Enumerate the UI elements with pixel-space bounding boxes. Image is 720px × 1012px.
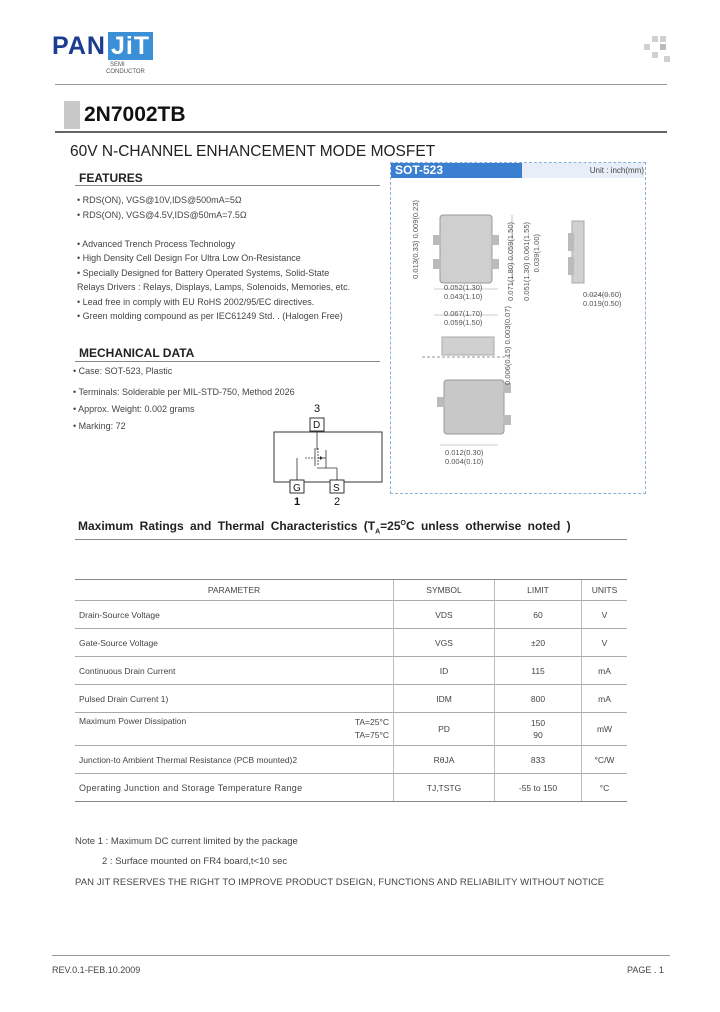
logo-subtitle xyxy=(106,62,145,76)
rights-notice: PAN JIT RESERVES THE RIGHT TO IMPROVE PRODUCT DSEIGN, FUNCTIONS AND RELIABILITY WITHOUT NOTICE xyxy=(75,877,605,888)
logo-sub-semi: SEMI xyxy=(110,62,125,68)
table-row xyxy=(75,774,627,802)
cell-limit: 150 90 xyxy=(495,713,582,746)
cell-units: °C xyxy=(582,774,628,802)
table-row xyxy=(75,629,627,657)
cell-parameter: Gate-Source Voltage xyxy=(75,629,394,657)
dim-label: 0.039(1.00) xyxy=(532,234,541,273)
footer-rule xyxy=(52,955,670,956)
cell-parameter: Drain-Source Voltage xyxy=(75,601,394,629)
cell-parameter xyxy=(75,713,394,746)
dim-label: 0.043(1.10) xyxy=(444,292,483,301)
dim-label: 0.059(1.50) xyxy=(444,318,483,327)
cell-symbol: RθJA xyxy=(394,746,495,774)
dim-label: 0.006(0.15) 0.003(0.07) xyxy=(503,306,512,385)
cell-parameter: Continuous Drain Current xyxy=(75,657,394,685)
table-row xyxy=(75,685,627,713)
ratings-heading: Maximum Ratings and Thermal Characteristics ($T_A=25^OC$ unless otherwise noted ) xyxy=(78,519,571,536)
cell-units: V xyxy=(582,601,628,629)
pin3-label: 3 xyxy=(314,403,321,415)
package-unit-text: Unit : inch(mm) xyxy=(589,166,644,175)
revision: REV.0.1-FEB.10.2009 xyxy=(52,965,141,975)
drain-label: D xyxy=(313,420,321,431)
cell-limit: 800 xyxy=(495,685,582,713)
cell-units: mA xyxy=(582,685,628,713)
note-2: 2 : Surface mounted on FR4 board,t<10 sec xyxy=(102,856,288,867)
table-header-row xyxy=(75,580,627,601)
logo-jit: JiT xyxy=(108,32,153,60)
dim-label: 0.067(1.70) xyxy=(444,309,483,318)
device-description: 60V N-CHANNEL ENHANCEMENT MODE MOSFET xyxy=(70,143,436,160)
dim-label: 0.004(0.10) xyxy=(445,457,484,466)
cell-symbol: ID xyxy=(394,657,495,685)
dim-label: 0.051(1.30) 0.061(1.55) xyxy=(522,222,531,301)
logo-pan: PAN xyxy=(52,32,106,60)
cell-symbol: TJ,TSTG xyxy=(394,774,495,802)
part-number-title: 2N7002TB xyxy=(84,103,186,126)
feature-item: • Advanced Trench Process Technology xyxy=(77,238,236,249)
features-heading: FEATURES xyxy=(79,171,143,185)
col-limit: LIMIT xyxy=(495,580,582,601)
cell-limit: ±20 xyxy=(495,629,582,657)
note-1: Note 1 : Maximum DC current limited by the package xyxy=(75,836,298,847)
mechanical-rule xyxy=(75,361,380,362)
cell-limit: -55 to 150 xyxy=(495,774,582,802)
table-row xyxy=(75,601,627,629)
feature-item: • Green molding compound as per IEC61249 Std. . (Halogen Free) xyxy=(77,311,343,321)
mechanical-item: • Marking: 72 xyxy=(73,421,126,431)
cell-symbol: VGS xyxy=(394,629,495,657)
gate-label: G xyxy=(293,483,301,494)
table-row xyxy=(75,746,627,774)
cell-limit: 115 xyxy=(495,657,582,685)
dim-label: 0.019(0.50) xyxy=(583,299,622,308)
features-rule xyxy=(75,185,380,186)
cell-symbol: VDS xyxy=(394,601,495,629)
header-rule xyxy=(55,84,667,85)
mechanical-heading: MECHANICAL DATA xyxy=(79,346,195,360)
dim-label: 0.012(0.30) xyxy=(445,448,484,457)
source-label: S xyxy=(333,483,340,494)
logo-sub-conductor: CONDUCTOR xyxy=(106,69,145,75)
feature-item xyxy=(77,222,350,237)
dim-label: 0.071(1.80) 0.059(1.50) xyxy=(506,222,515,301)
cell-units: °C/W xyxy=(582,746,628,774)
title-rule xyxy=(55,131,667,133)
dim-label: 0.013(0.33) 0.009(0.23) xyxy=(411,200,420,279)
package-drawing xyxy=(400,185,640,485)
feature-item: • RDS(ON), VGS@10V,IDS@500mA=5Ω xyxy=(77,195,242,205)
feature-item: • Specially Designed for Battery Operated Systems, Solid-State xyxy=(77,267,330,278)
cell-limit: 833 xyxy=(495,746,582,774)
cell-symbol: PD xyxy=(394,713,495,746)
cell-symbol: IDM xyxy=(394,685,495,713)
page-number: PAGE . 1 xyxy=(627,965,664,975)
cell-parameter-text: Maximum Power Dissipation xyxy=(79,716,187,726)
feature-item: • High Density Cell Design For Ultra Low On-Resistance xyxy=(77,253,301,263)
cell-units: mW xyxy=(582,713,628,746)
title-tab xyxy=(64,101,80,129)
feature-item: • RDS(ON), VGS@4.5V,IDS@50mA=7.5Ω xyxy=(77,209,247,220)
dim-label: 0.052(1.30) xyxy=(444,283,483,292)
col-symbol: SYMBOL xyxy=(394,580,495,601)
ratings-table xyxy=(75,579,627,802)
company-logo xyxy=(52,32,153,61)
mosfet-schematic xyxy=(270,402,390,510)
cell-parameter: Pulsed Drain Current 1) xyxy=(75,685,394,713)
feature-item: • Lead free in comply with EU RoHS 2002/95/EC directives. xyxy=(77,296,315,307)
cell-parameter: Junction-to Ambient Thermal Resistance (PCB mounted)2 xyxy=(75,746,394,774)
ratings-rule xyxy=(75,539,627,540)
table-row xyxy=(75,657,627,685)
dim-label: 0.024(0.60) xyxy=(583,290,622,299)
cell-limit: 60 xyxy=(495,601,582,629)
pin2-label: 2 xyxy=(334,496,341,508)
features-list xyxy=(77,193,350,324)
feature-item: Relays Drivers : Relays, Displays, Lamps, Solenoids, Memories, etc. xyxy=(77,282,351,292)
cell-units: mA xyxy=(582,657,628,685)
table-row xyxy=(75,713,627,746)
mechanical-item: • Case: SOT-523, Plastic xyxy=(73,366,173,376)
col-parameter: PARAMETER xyxy=(75,580,394,601)
decorative-dots xyxy=(640,36,670,66)
pin1-label: 1 xyxy=(294,496,301,508)
mechanical-item: • Approx. Weight: 0.002 grams xyxy=(73,404,195,414)
cell-parameter: Operating Junction and Storage Temperature Range xyxy=(75,774,394,802)
package-unit xyxy=(522,163,644,178)
cell-condition: TA=25°C TA=75°C xyxy=(354,717,389,740)
package-name: SOT-523 xyxy=(391,163,523,178)
col-units: UNITS xyxy=(582,580,628,601)
cell-units: V xyxy=(582,629,628,657)
mechanical-item: • Terminals: Solderable per MIL-STD-750, Method 2026 xyxy=(73,387,295,397)
